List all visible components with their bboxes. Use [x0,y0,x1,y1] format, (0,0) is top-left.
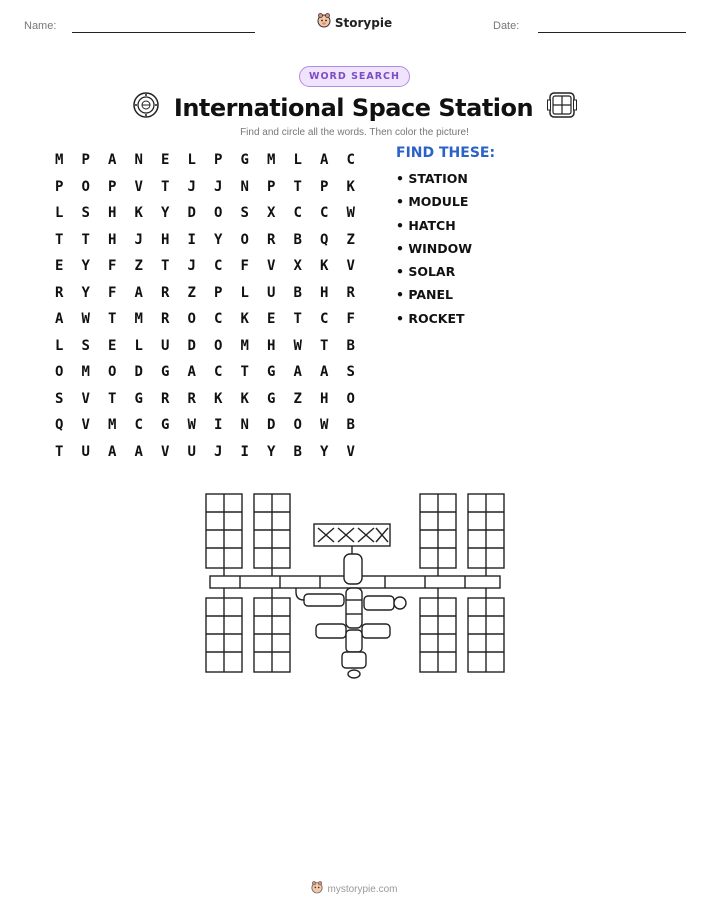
grid-letter[interactable]: I [214,417,223,434]
grid-letter[interactable]: V [81,417,90,434]
grid-letter[interactable]: T [293,178,302,195]
grid-letter[interactable]: T [55,231,64,248]
grid-letter[interactable]: K [320,258,329,275]
grid-letter[interactable]: D [267,417,276,434]
grid-letter[interactable]: G [161,417,170,434]
grid-letter[interactable]: B [346,337,355,354]
grid-letter[interactable]: V [346,443,355,460]
grid-letter[interactable]: K [134,205,143,222]
grid-letter[interactable]: V [81,390,90,407]
space-window-icon [547,90,577,125]
grid-letter[interactable]: C [320,205,329,222]
grid-letter[interactable]: V [267,258,276,275]
grid-letter[interactable]: Y [320,443,329,460]
grid-letter[interactable]: G [267,364,276,381]
grid-letter[interactable]: S [55,390,64,407]
brand-name: Storypie [334,15,393,30]
grid-letter[interactable]: T [108,311,117,328]
grid-letter[interactable]: R [161,390,170,407]
grid-letter[interactable]: Y [81,284,90,301]
grid-letter[interactable]: H [320,284,329,301]
grid-letter[interactable]: G [161,364,170,381]
grid-letter[interactable]: O [55,364,64,381]
grid-letter[interactable]: C [214,258,223,275]
grid-letter[interactable]: C [214,311,223,328]
word-item: • PANEL [396,287,453,303]
grid-letter[interactable]: O [214,337,223,354]
grid-letter[interactable]: Q [320,231,329,248]
word-item: • HATCH [396,217,456,233]
brand-logo [0,12,709,33]
grid-letter[interactable]: T [55,443,64,460]
grid-letter[interactable]: E [161,152,170,169]
grid-letter[interactable]: C [214,364,223,381]
page-title: International Space Station [173,93,534,122]
solar-panel-icon [420,494,504,568]
grid-letter[interactable]: P [108,178,117,195]
grid-letter[interactable]: E [267,311,276,328]
grid-letter[interactable]: S [81,337,90,354]
storypie-mascot-icon [317,12,331,33]
grid-letter[interactable]: C [134,417,143,434]
grid-letter[interactable]: A [320,364,329,381]
grid-letter[interactable]: T [240,364,249,381]
grid-letter[interactable]: N [240,178,249,195]
grid-letter[interactable]: P [267,178,276,195]
grid-letter[interactable]: T [293,311,302,328]
instructions: Find and circle all the words. Then color the picture! [240,127,469,138]
grid-letter[interactable]: V [346,258,355,275]
solar-panel-icon [206,494,290,568]
grid-letter[interactable]: E [108,337,117,354]
grid-letter[interactable]: U [267,284,276,301]
grid-letter[interactable]: L [55,205,64,222]
find-these-heading: FIND THESE: [396,145,496,161]
space-station-illustration [200,488,505,688]
grid-letter[interactable]: D [187,205,196,222]
porthole-icon [132,91,160,124]
grid-letter[interactable]: T [320,337,329,354]
grid-letter[interactable]: C [346,152,355,169]
grid-letter[interactable]: R [346,284,355,301]
solar-panel-icon [420,588,504,672]
grid-letter[interactable]: A [293,364,302,381]
grid-letter[interactable]: O [108,364,117,381]
grid-letter[interactable]: B [293,284,302,301]
date-label: Date: [493,20,520,32]
grid-letter[interactable]: F [346,311,355,328]
grid-letter[interactable]: Y [161,205,170,222]
grid-letter[interactable]: B [293,443,302,460]
grid-letter[interactable]: O [81,178,90,195]
grid-letter[interactable]: Y [81,258,90,275]
solar-panel-icon [206,588,290,672]
name-label: Name: [24,20,57,32]
grid-letter[interactable]: U [187,443,196,460]
grid-letter[interactable]: A [55,311,64,328]
grid-letter[interactable]: C [320,311,329,328]
grid-letter[interactable]: T [108,390,117,407]
grid-letter[interactable]: R [187,390,196,407]
grid-letter[interactable]: M [267,152,276,169]
grid-letter[interactable]: T [161,258,170,275]
grid-letter[interactable]: P [214,284,223,301]
letter-grid [46,147,364,465]
grid-letter[interactable]: A [108,152,117,169]
date-line[interactable] [538,32,686,33]
grid-letter[interactable]: X [267,205,276,222]
grid-letter[interactable]: O [187,311,196,328]
grid-letter[interactable]: G [134,390,143,407]
grid-letter[interactable]: R [267,231,276,248]
word-item: • ROCKET [396,310,465,326]
grid-letter[interactable]: H [108,231,117,248]
grid-letter[interactable]: V [134,178,143,195]
grid-letter[interactable]: R [55,284,64,301]
grid-letter[interactable]: A [134,284,143,301]
grid-letter[interactable]: S [81,205,90,222]
footer-url[interactable]: mystorypie.com [327,884,398,895]
grid-letter[interactable]: T [161,178,170,195]
grid-letter[interactable]: O [240,231,249,248]
grid-letter[interactable]: I [240,443,249,460]
word-search-tag: WORD SEARCH [299,66,410,87]
grid-letter[interactable]: N [134,152,143,169]
grid-letter[interactable]: O [293,417,302,434]
grid-letter[interactable]: J [187,258,196,275]
grid-letter[interactable]: S [240,205,249,222]
grid-letter[interactable]: K [214,390,223,407]
grid-letter[interactable]: G [267,390,276,407]
grid-letter[interactable]: D [134,364,143,381]
word-item: • WINDOW [396,240,473,256]
grid-letter[interactable]: F [108,258,117,275]
grid-letter[interactable]: B [346,417,355,434]
grid-letter[interactable]: W [320,417,329,434]
grid-letter[interactable]: O [214,205,223,222]
grid-letter[interactable]: Q [55,417,64,434]
grid-letter[interactable]: N [240,417,249,434]
grid-letter[interactable]: T [81,231,90,248]
grid-letter[interactable]: V [161,443,170,460]
grid-letter[interactable]: P [55,178,64,195]
grid-letter[interactable]: K [346,178,355,195]
grid-letter[interactable]: K [240,390,249,407]
grid-letter[interactable]: A [187,364,196,381]
grid-letter[interactable]: M [108,417,117,434]
grid-letter[interactable]: M [240,337,249,354]
grid-letter[interactable]: A [320,152,329,169]
grid-letter[interactable]: J [187,178,196,195]
grid-letter[interactable]: P [320,178,329,195]
grid-letter[interactable]: W [293,337,302,354]
grid-letter[interactable]: Z [346,231,355,248]
grid-letter[interactable]: E [55,258,64,275]
grid-letter[interactable]: W [187,417,196,434]
grid-letter[interactable]: R [161,311,170,328]
storypie-mascot-icon [311,880,323,899]
word-item: • MODULE [396,194,469,210]
grid-letter[interactable]: F [240,258,249,275]
grid-letter[interactable]: O [346,390,355,407]
grid-letter[interactable]: Z [187,284,196,301]
grid-letter[interactable]: B [293,231,302,248]
grid-letter[interactable]: L [55,337,64,354]
grid-letter[interactable]: W [81,311,90,328]
grid-letter[interactable]: C [293,205,302,222]
grid-letter[interactable]: H [320,390,329,407]
grid-letter[interactable]: A [134,443,143,460]
grid-letter[interactable]: G [240,152,249,169]
grid-letter[interactable]: A [108,443,117,460]
grid-letter[interactable]: Z [134,258,143,275]
grid-letter[interactable]: F [108,284,117,301]
grid-letter[interactable]: S [346,364,355,381]
word-list [396,171,472,334]
grid-letter[interactable]: U [161,337,170,354]
grid-letter[interactable]: M [55,152,64,169]
grid-letter[interactable]: M [134,311,143,328]
footer [0,880,709,899]
grid-letter[interactable]: H [161,231,170,248]
grid-letter[interactable]: D [187,337,196,354]
grid-letter[interactable]: L [187,152,196,169]
word-item: • SOLAR [396,264,456,280]
grid-letter[interactable]: M [81,364,90,381]
grid-letter[interactable]: J [214,178,223,195]
grid-letter[interactable]: Y [267,443,276,460]
grid-letter[interactable]: U [81,443,90,460]
grid-letter[interactable]: Y [214,231,223,248]
grid-letter[interactable]: H [267,337,276,354]
grid-letter[interactable]: J [134,231,143,248]
grid-letter[interactable]: R [161,284,170,301]
grid-letter[interactable]: X [293,258,302,275]
grid-letter[interactable]: L [240,284,249,301]
grid-letter[interactable]: I [187,231,196,248]
grid-letter[interactable]: P [214,152,223,169]
word-item: • STATION [396,171,468,186]
grid-letter[interactable]: Z [293,390,302,407]
grid-letter[interactable]: L [134,337,143,354]
grid-letter[interactable]: L [293,152,302,169]
grid-letter[interactable]: W [346,205,355,222]
grid-letter[interactable]: K [240,311,249,328]
grid-letter[interactable]: J [214,443,223,460]
grid-letter[interactable]: P [81,152,90,169]
grid-letter[interactable]: H [108,205,117,222]
